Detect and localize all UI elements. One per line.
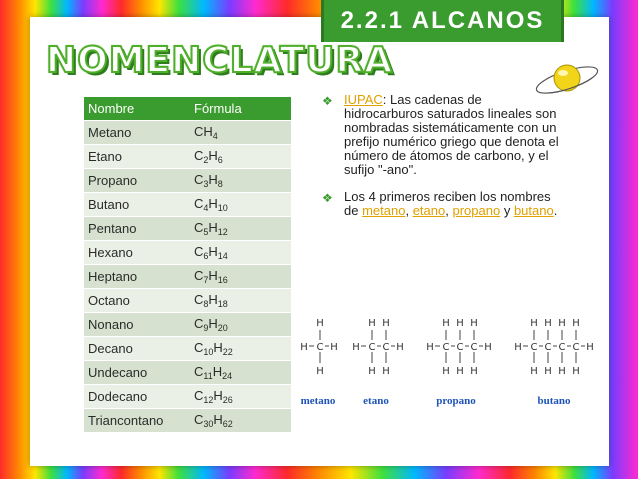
carbon-atom: C [368,342,376,353]
bullet-text [344,93,562,177]
hydrogen-atom: H [586,342,594,353]
separator: , [405,203,413,218]
carbon-atom: C [382,342,390,353]
hydrogen-atom: H [426,342,434,353]
formula-element: H [208,172,218,187]
alkane-name: Butano [84,193,190,217]
alkane-formula [190,121,291,145]
carbon-atom: C [456,342,464,353]
molecule-label: butano [537,395,571,407]
formula-subscript: 8 [203,299,209,309]
formula-subscript: 10 [217,203,228,213]
formula-element: C [194,244,204,259]
section-title: NOMENCLATURA [46,40,394,81]
hydrogen-atom: H [442,318,450,329]
table-row [84,313,291,337]
hydrogen-atom: H [456,318,464,329]
separator: , [445,203,449,218]
hydrogen-atom: H [470,366,478,377]
formula-element: H [213,340,223,355]
hydrogen-atom: H [572,366,580,377]
link-propano[interactable]: propano [452,203,501,218]
formula-element: H [208,316,218,331]
alkane-name: Nonano [84,313,190,337]
hydrogen-atom: H [300,342,308,353]
formula-element: C [194,196,204,211]
hydrogen-atom: H [470,318,478,329]
link-iupac[interactable]: IUPAC [344,92,383,107]
bullet-text [344,190,562,218]
alkane-name: Metano [84,121,190,145]
link-metano[interactable]: metano [362,203,406,218]
column-header-name: Nombre [84,97,190,121]
table-row [84,409,291,433]
alkane-formula [190,361,291,385]
hydrogen-atom: H [514,342,522,353]
hydrogen-atom: H [544,318,552,329]
hydrogen-atom: H [382,318,390,329]
link-butano[interactable]: butano [513,203,554,218]
formula-element: H [208,196,218,211]
slide-title: 2.2.1 ALCANOS [340,7,545,34]
molecule-label: propano [436,395,476,407]
slide-title-banner [321,0,564,42]
alkane-formula [190,265,291,289]
alkane-formula [190,313,291,337]
formula-element: C [194,220,204,235]
carbon-atom: C [316,342,324,353]
formula-element: C [194,340,204,355]
hydrogen-atom: H [572,318,580,329]
table-row [84,361,291,385]
hydrogen-atom: H [330,342,338,353]
formula-subscript: 6 [203,251,209,261]
link-etano[interactable]: etano [412,203,446,218]
alkane-name: Undecano [84,361,190,385]
formula-subscript: 26 [222,395,233,405]
formula-subscript: 4 [212,131,218,141]
hydrogen-atom: H [316,366,324,377]
formula-element: C [194,412,204,427]
alkane-formula [190,217,291,241]
bullet-first-four-text: Los 4 primeros reciben los nombres de [344,189,551,218]
formula-subscript: 12 [217,227,228,237]
hydrogen-atom: H [316,318,324,329]
formula-element: C [194,172,204,187]
bullet-marker-icon: ❖ [322,94,333,108]
formula-subscript: 2 [203,155,209,165]
formula-element: CH [194,124,213,139]
table-row [84,265,291,289]
formula-element: H [212,364,223,379]
formula-element: C [194,388,204,403]
formula-subscript: 4 [203,203,209,213]
separator: y [500,203,514,218]
alkane-formula [190,193,291,217]
formula-element: H [208,220,218,235]
formula-element: H [208,268,218,283]
formula-subscript: 5 [203,227,209,237]
alkane-formula [190,145,291,169]
formula-element: H [213,412,223,427]
table-row [84,337,291,361]
hydrogen-atom: H [368,318,376,329]
hydrogen-atom: H [396,342,404,353]
hydrogen-atom: H [484,342,492,353]
hydrogen-atom: H [442,366,450,377]
formula-subscript: 9 [203,323,209,333]
alkane-formula [190,289,291,313]
alkane-name: Etano [84,145,190,169]
alkane-name: Hexano [84,241,190,265]
hydrogen-atom: H [382,366,390,377]
formula-subscript: 14 [217,251,228,261]
alkane-name: Dodecano [84,385,190,409]
alkane-name: Propano [84,169,190,193]
carbon-atom: C [530,342,538,353]
alkane-name: Pentano [84,217,190,241]
alkane-formula [190,385,291,409]
hydrogen-atom: H [530,318,538,329]
formula-element: C [194,364,204,379]
formula-element: C [194,148,204,163]
carbon-atom: C [544,342,552,353]
table-header-row [84,97,291,121]
table-body [84,121,291,433]
alkane-formula [190,409,291,433]
alkane-formula [190,241,291,265]
formula-subscript: 10 [203,347,214,357]
table-row [84,217,291,241]
alkanes-table [84,97,291,432]
hydrogen-atom: H [544,366,552,377]
table-row [84,193,291,217]
alkane-name: Decano [84,337,190,361]
table-row [84,169,291,193]
formula-subscript: 3 [203,179,209,189]
formula-subscript: 12 [203,395,214,405]
formula-subscript: 20 [217,323,228,333]
alkane-name: Octano [84,289,190,313]
formula-subscript: 6 [217,155,223,165]
carbon-atom: C [572,342,580,353]
formula-element: H [208,244,218,259]
formula-element: H [213,388,223,403]
formula-element: H [208,292,218,307]
carbon-atom: C [558,342,566,353]
formula-subscript: 22 [222,347,233,357]
formula-subscript: 7 [203,275,209,285]
molecule-label: etano [363,395,389,407]
structural-formulas [290,308,610,418]
formula-subscript: 11 [203,371,213,381]
formula-element: H [208,148,218,163]
bullet-first-four [322,190,562,218]
formula-element: C [194,292,204,307]
carbon-atom: C [470,342,478,353]
separator: . [553,203,558,218]
hydrogen-atom: H [530,366,538,377]
formula-subscript: 24 [222,371,233,381]
formula-subscript: 30 [203,419,214,429]
alkane-name: Triancontano [84,409,190,433]
table-row [84,241,291,265]
formula-subscript: 16 [217,275,228,285]
bullet-iupac [322,93,562,177]
formula-element: C [194,268,204,283]
formula-subscript: 62 [222,419,233,429]
alkane-name: Heptano [84,265,190,289]
table-row [84,145,291,169]
hydrogen-atom: H [368,366,376,377]
formula-element: C [194,316,204,331]
hydrogen-atom: H [456,366,464,377]
table-row [84,385,291,409]
carbon-atom: C [442,342,450,353]
formula-subscript: 8 [217,179,223,189]
bullet-iupac-text: : Las cadenas de hidrocarburos saturados lineales son nombradas sistemáticamente con un prefijo numérico griego que denota el número de átomos de carbono, y el sufijo "-ano". [344,92,559,177]
alkane-formula [190,337,291,361]
formula-subscript: 18 [217,299,228,309]
molecule-label: metano [300,395,336,407]
table-row [84,121,291,145]
column-header-formula: Fórmula [190,97,291,121]
hydrogen-atom: H [352,342,360,353]
alkane-formula [190,169,291,193]
bullet-marker-icon: ❖ [322,191,333,205]
table-row [84,289,291,313]
hydrogen-atom: H [558,318,566,329]
bullet-list [322,93,562,231]
hydrogen-atom: H [558,366,566,377]
